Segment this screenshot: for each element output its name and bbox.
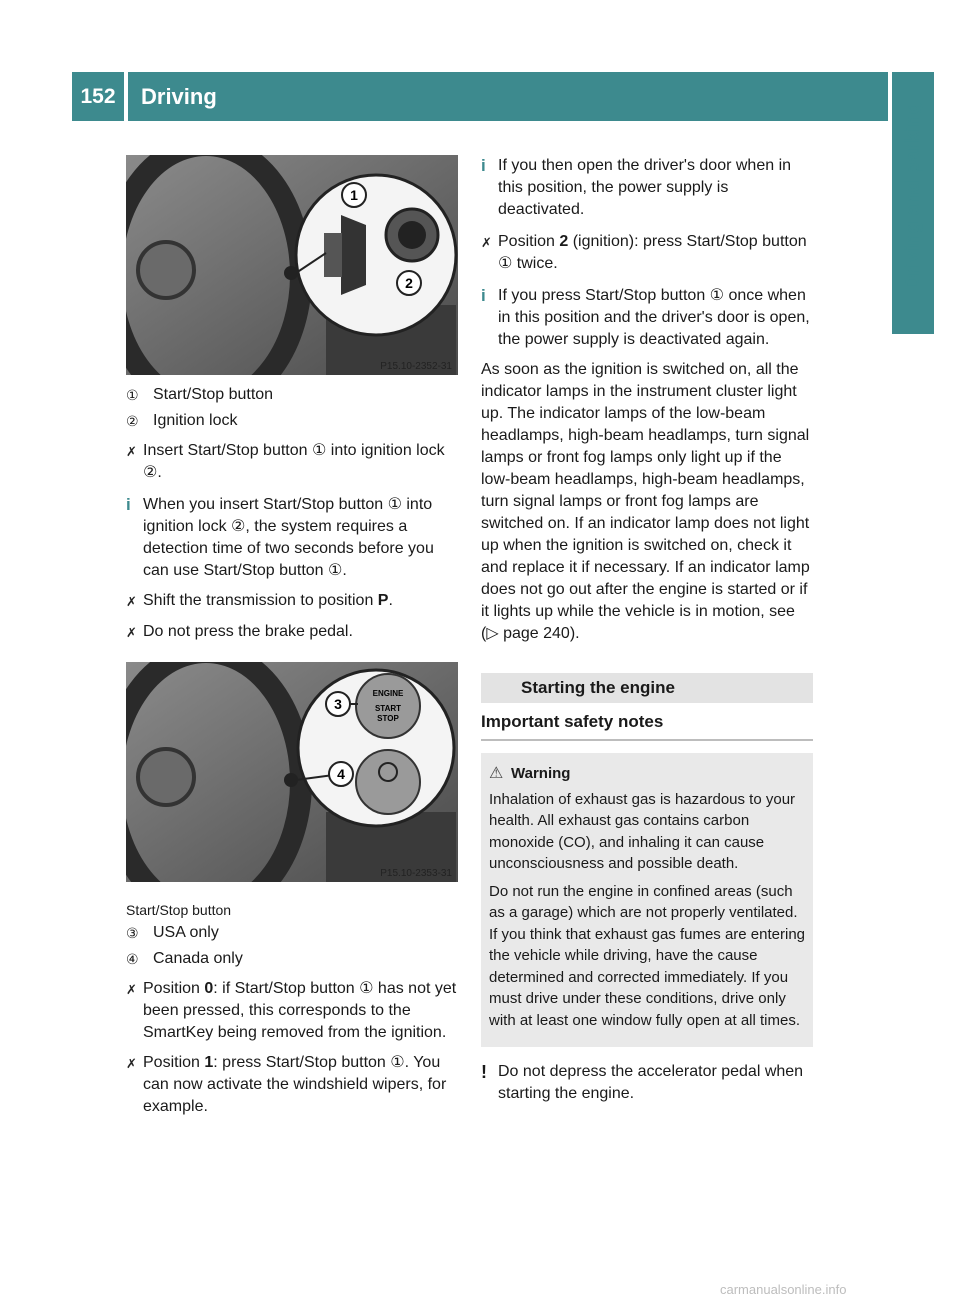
caution-note: ! Do not depress the accelerator pedal when starting the engine.	[481, 1061, 813, 1105]
svg-text:1: 1	[350, 187, 358, 203]
exclamation-icon: !	[481, 1062, 487, 1082]
svg-text:4: 4	[337, 766, 345, 782]
legend-item: ② Ignition lock	[126, 412, 238, 429]
step-arrow-icon: ✗	[126, 625, 137, 640]
info-icon: i	[481, 156, 486, 175]
legend-item: ① Start/Stop button	[126, 386, 274, 403]
chapter-title: Driving	[128, 72, 888, 121]
svg-text:STOP: STOP	[377, 714, 399, 723]
section-heading: Starting the engine	[481, 673, 813, 703]
subsection-heading: Important safety notes	[481, 711, 813, 741]
step-arrow-icon: ✗	[126, 982, 137, 997]
right-column	[481, 155, 813, 1105]
instruction-step: ✗ Position 0: if Start/Stop button ① has not yet been pressed, this corresponds to the SmartKey being removed from the ignition.	[126, 978, 462, 1044]
page-number: 152	[72, 72, 124, 121]
svg-text:START: START	[374, 704, 402, 713]
svg-text:ENGINE: ENGINE	[372, 689, 404, 698]
step-arrow-icon: ✗	[481, 235, 492, 250]
legend-item: ④ Canada only	[126, 950, 243, 967]
warning-paragraph: Do not run the engine in confined areas (such as a garage) which are not properly ventilated. If you think that exhaust gas fumes are entering the vehicle while driving, have the cause determined and corrected immediately. If you must drive under these conditions, drive only with at least one window fully open at all times.	[489, 882, 806, 1029]
left-column	[126, 155, 462, 1118]
figure-code: P15.10-2353-31	[380, 868, 452, 879]
warning-box	[481, 753, 813, 1047]
info-note: i When you insert Start/Stop button ① into ignition lock ②, the system requires a detection time of two seconds before you can use Start/Stop button ①.	[126, 494, 462, 582]
start-stop-photo	[126, 662, 458, 882]
svg-text:2: 2	[405, 275, 413, 291]
instruction-step: ✗ Position 1: press Start/Stop button ①. You can now activate the windshield wipers, for example.	[126, 1052, 462, 1118]
step-arrow-icon: ✗	[126, 444, 137, 459]
ignition-lock-photo	[126, 155, 458, 375]
step-arrow-icon: ✗	[126, 1056, 137, 1071]
svg-text:3: 3	[334, 696, 342, 712]
figure-caption: Start/Stop button	[126, 902, 232, 918]
figure-code: P15.10-2352-31	[380, 361, 452, 372]
side-section-title: Driving and parking	[902, 102, 924, 290]
footer-watermark: carmanualsonline.info	[720, 1282, 847, 1297]
info-note: i If you then open the driver's door when in this position, the power supply is deactivated.	[481, 155, 813, 221]
instruction-step: ✗ Insert Start/Stop button ① into ignition lock ②.	[126, 440, 462, 484]
body-paragraph: As soon as the ignition is switched on, all the indicator lamps in the instrument cluster light up. The indicator lamps of the low-beam headlamps, high-beam headlamps, turn signal lamps or front fog lamps only light up if the low-beam headlamps, high-beam headlamps, turn signal lamps or front fog lamps are switched on. If an indicator lamp does not light up when the ignition is switched on, check it and replace it if necessary. If an indicator lamp does not go out after the engine is started or if it lights up while the vehicle is in motion, see (▷ page 240).	[481, 361, 810, 642]
warning-triangle-icon: ⚠	[489, 765, 504, 782]
step-arrow-icon: ✗	[126, 594, 137, 609]
instruction-step: ✗ Position 2 (ignition): press Start/Stop button ① twice.	[481, 231, 813, 275]
warning-paragraph: Inhalation of exhaust gas is hazardous to your health. All exhaust gas contains carbon monoxide (CO), and inhaling it can cause unconsciousness and possible death.	[489, 790, 796, 872]
instruction-step: ✗ Shift the transmission to position P.	[126, 590, 462, 613]
info-icon: i	[481, 286, 486, 305]
legend-item: ③ USA only	[126, 924, 219, 941]
warning-title: ⚠ Warning	[489, 763, 807, 785]
info-icon: i	[126, 495, 131, 514]
info-note: i If you press Start/Stop button ① once when in this position and the driver's door is open, the power supply is deactivated again.	[481, 285, 813, 351]
instruction-step: ✗ Do not press the brake pedal.	[126, 621, 462, 644]
